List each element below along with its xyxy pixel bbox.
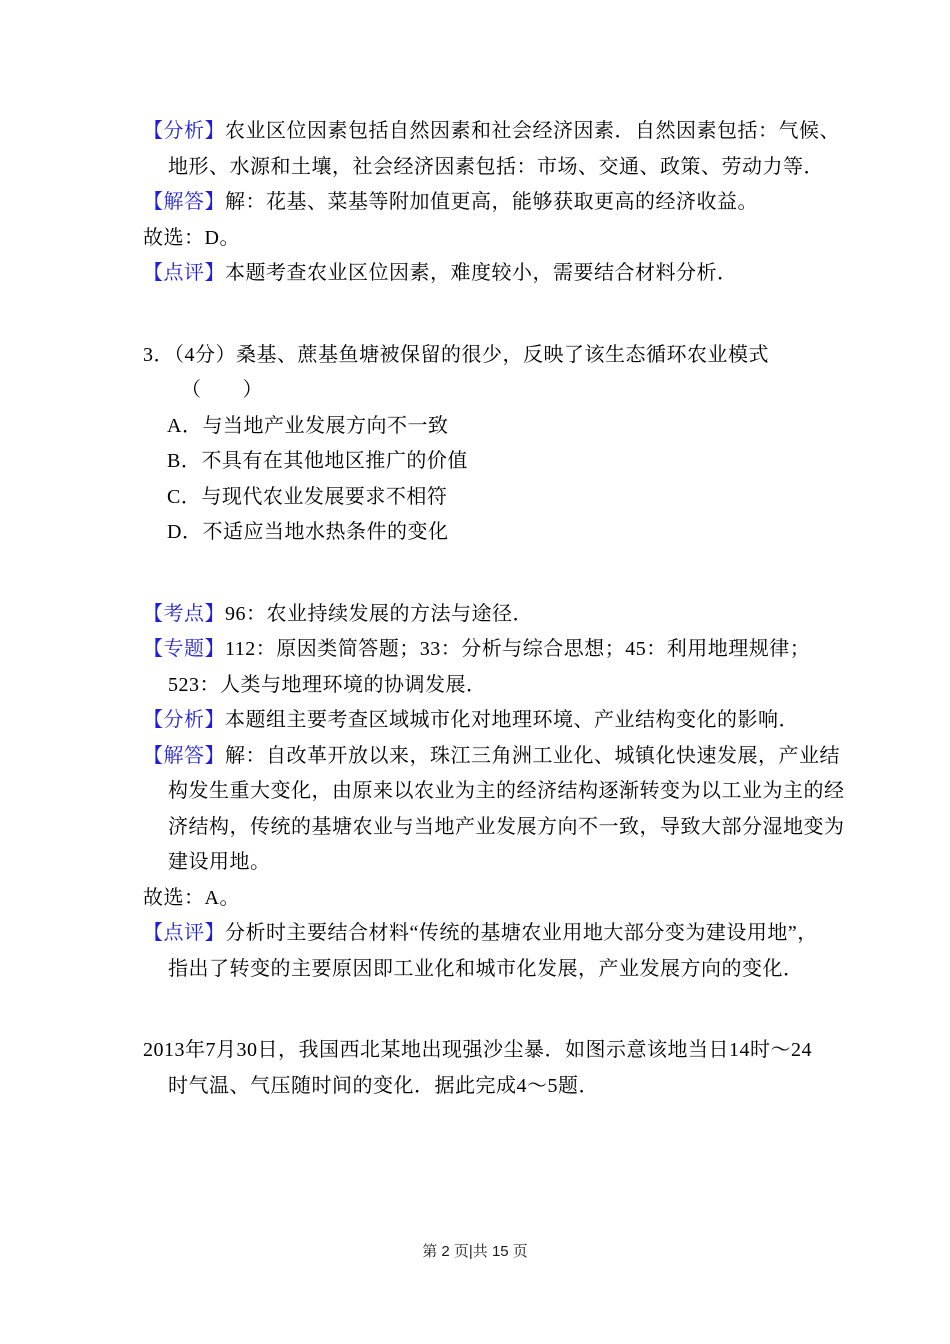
row-text: D．不适应当地水热条件的变化 (167, 521, 449, 543)
row-text: 解：花基、菜基等附加值更高，能够获取更高的经济收益。 (225, 191, 758, 213)
section-passage-intro (143, 1033, 833, 1104)
bracket-tag-label: 【点评】 (143, 262, 225, 284)
comment-tag-row (143, 916, 833, 952)
comment-tag-row (143, 256, 833, 292)
bracket-tag-label: 【考点】 (143, 602, 225, 625)
row-text: C．与现代农业发展要求不相符 (167, 485, 448, 508)
choice-answer-row (143, 881, 833, 917)
question-brackets-row (143, 373, 833, 409)
section-question-3 (143, 338, 833, 551)
passage-intro-row (143, 1033, 833, 1069)
row-text: （ ） (181, 379, 263, 401)
row-text: 农业区位因素包括自然因素和社会经济因素．自然因素包括：气候、 (225, 120, 840, 142)
option-d-row (143, 515, 833, 551)
option-c-row (143, 480, 833, 516)
analysis-tag-row (143, 114, 840, 150)
answer-cont-row (143, 845, 833, 881)
page-number-label: 第 2 页|共 15 页 (422, 1243, 528, 1260)
row-text: 96：农业持续发展的方法与途径． (225, 602, 533, 625)
document-content (143, 114, 845, 1104)
answer-cont-row (143, 810, 845, 846)
row-text: 3．（4分）桑基、蔗基鱼塘被保留的很少，反映了该生态循环农业模式 (143, 343, 769, 366)
row-text: A．与当地产业发展方向不一致 (167, 414, 449, 437)
row-text: 2013年7月30日，我国西北某地出现强沙尘暴．如图示意该地当日14时～24 (143, 1039, 812, 1061)
row-text: 解：自改革开放以来，珠江三角洲工业化、城镇化快速发展，产业结 (225, 744, 840, 767)
row-text: 构发生重大变化，由原来以农业为主的经济结构逐渐转变为以工业为主的经 (168, 780, 845, 802)
section-question-2-explanation (143, 114, 840, 292)
answer-tag-row (143, 185, 833, 221)
bracket-tag-label: 【解答】 (143, 191, 225, 213)
row-text: 指出了转变的主要原因即工业化和城市化发展，产业发展方向的变化． (168, 957, 804, 980)
bracket-tag-label: 【专题】 (143, 638, 225, 660)
topic-tag-row (143, 632, 833, 668)
choice-answer-row (143, 221, 833, 257)
row-text: 建设用地。 (168, 851, 271, 873)
row-text: 地形、水源和土壤，社会经济因素包括：市场、交通、政策、劳动力等． (168, 155, 824, 178)
question-stem-row (143, 338, 833, 374)
bracket-tag-label: 【分析】 (143, 120, 225, 142)
row-text: 本题考查农业区位因素，难度较小，需要结合材料分析． (225, 262, 738, 284)
analysis-tag-row (143, 703, 833, 739)
row-text: 本题组主要考查区域城市化对地理环境、产业结构变化的影响． (225, 709, 799, 731)
option-a-row (143, 409, 833, 445)
exam-point-tag-row (143, 597, 833, 633)
row-text: B．不具有在其他地区推广的价值 (167, 450, 468, 472)
row-text: 时气温、气压随时间的变化．据此完成4～5题． (168, 1074, 599, 1097)
topic-cont-row (143, 668, 833, 704)
bracket-tag-label: 【解答】 (143, 744, 225, 767)
page-footer (0, 1240, 950, 1261)
answer-cont-row (143, 774, 845, 810)
analysis-cont-row (143, 150, 833, 186)
answer-tag-row (143, 739, 840, 775)
row-text: 济结构，传统的基塘农业与当地产业发展方向不一致，导致大部分湿地变为 (168, 815, 845, 838)
row-text: 523：人类与地理环境的协调发展． (168, 673, 487, 696)
row-text: 故选：A。 (143, 886, 240, 909)
option-b-row (143, 444, 833, 480)
row-text: 112：原因类简答题；33：分析与综合思想；45：利用地理规律； (225, 638, 811, 660)
row-text: 故选：D。 (143, 226, 240, 249)
comment-cont-row (143, 952, 833, 988)
row-text: 分析时主要结合材料“传统的基塘农业用地大部分变为建设用地”， (225, 922, 818, 944)
bracket-tag-label: 【点评】 (143, 922, 225, 944)
section-question-3-explanation (143, 597, 845, 988)
passage-intro-cont-row (143, 1069, 833, 1105)
bracket-tag-label: 【分析】 (143, 709, 225, 731)
